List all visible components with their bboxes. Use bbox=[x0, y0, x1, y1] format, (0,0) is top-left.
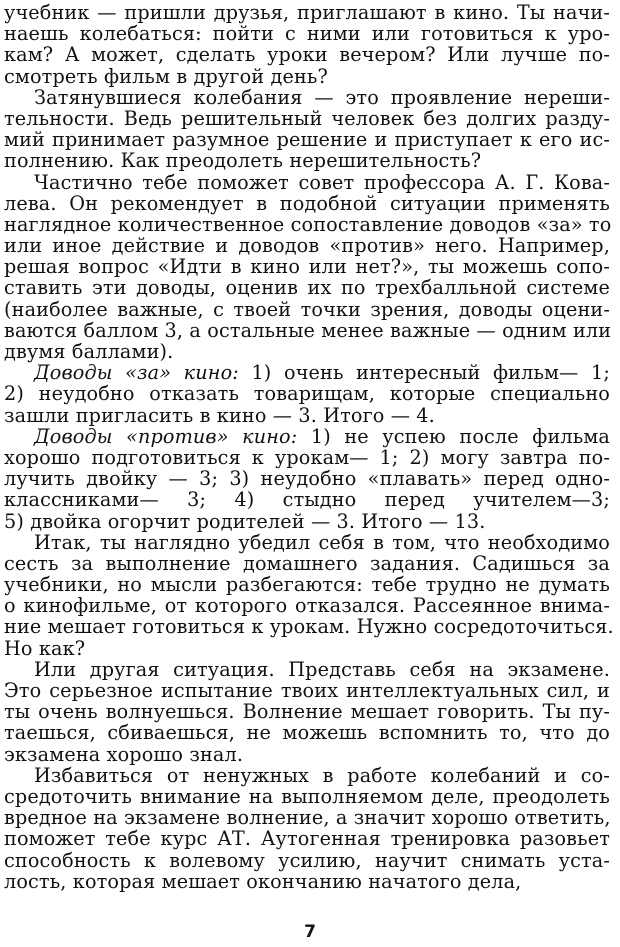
line-text: Но как? bbox=[4, 636, 86, 660]
line-text: лучить двойку — 3; 3) неудобно «плавать» перед одно- bbox=[4, 467, 610, 491]
line-text: хорошо подготовиться к урокам— 1; 2) могу завтра по- bbox=[4, 445, 610, 469]
text-line bbox=[4, 553, 610, 574]
text-line bbox=[4, 235, 610, 256]
line-text: (наиболее важные, с твоей точки зрения, доводы оцени- bbox=[4, 297, 610, 321]
text-line bbox=[4, 256, 610, 277]
line-text: средоточить внимание на выполняемом деле, преодолеть bbox=[4, 784, 610, 808]
text-line bbox=[4, 786, 610, 807]
text-line bbox=[4, 489, 610, 510]
line-text: учебники, но мысли разбегаются: тебе трудно не думать bbox=[4, 573, 610, 597]
line-text: 1) очень интересный фильм— 1; bbox=[238, 361, 610, 385]
line-text: тельности. Ведь решительный человек без долгих разду- bbox=[4, 106, 610, 130]
line-text: ставить эти доводы, оценив их по трехбалльной системе bbox=[4, 276, 610, 300]
line-text: двумя баллами). bbox=[4, 340, 174, 363]
text-line bbox=[4, 532, 610, 553]
text-line bbox=[4, 659, 610, 680]
text-line bbox=[4, 320, 610, 341]
line-text: ваются баллом 3, а остальные менее важные — одним или bbox=[4, 318, 612, 342]
text-line bbox=[4, 574, 610, 595]
line-text: 1) не успею после фильма bbox=[297, 424, 610, 448]
line-text: зашли пригласить в кино — 3. Итого — 4. bbox=[4, 403, 435, 427]
text-line bbox=[4, 511, 610, 532]
line-text: способность к волевому усилию, научит снимать уста- bbox=[4, 848, 610, 872]
line-text: классниками— 3; 4) стыдно перед учителем—3; bbox=[4, 488, 610, 512]
text-line bbox=[4, 87, 610, 108]
page-number: 7 bbox=[304, 922, 316, 942]
line-text: сесть за выполнение домашнего задания. Садишься за bbox=[4, 551, 610, 575]
text-line bbox=[4, 405, 610, 426]
text-line bbox=[4, 193, 610, 214]
line-text: экзамена хорошо знал. bbox=[4, 742, 244, 766]
line-text: Затянувшиеся колебания — это проявление нереши- bbox=[34, 85, 610, 109]
text-line bbox=[4, 701, 610, 722]
text-line bbox=[4, 744, 610, 765]
line-text: 5) двойка огорчит родителей — 3. Итого — 13. bbox=[4, 509, 486, 533]
text-line bbox=[4, 23, 610, 44]
line-text: лева. Он рекомендует в подобной ситуации применять bbox=[4, 191, 610, 215]
text-line bbox=[4, 172, 610, 193]
line-text: Частично тебе поможет совет профессора А. Г. Кова- bbox=[34, 170, 610, 194]
text-line bbox=[4, 383, 610, 404]
text-line bbox=[4, 66, 610, 87]
text-line bbox=[4, 341, 610, 362]
line-text: или иное действие и доводов «против» него. Например, bbox=[4, 234, 610, 258]
text-line bbox=[4, 828, 610, 849]
line-text: таешься, сбиваешься, не можешь вспомнить то, что до bbox=[4, 721, 610, 745]
line-text: лость, которая мешает окончанию начатого дела, bbox=[4, 869, 522, 893]
text-line bbox=[4, 214, 610, 235]
line-text: Это серьезное испытание твоих интеллектуальных сил, и bbox=[4, 679, 610, 702]
text-line bbox=[4, 871, 610, 892]
line-text: смотреть фильм в другой день? bbox=[4, 64, 328, 88]
line-text: учебник — пришли друзья, приглашают в кино. Ты начи- bbox=[4, 1, 610, 24]
text-line bbox=[4, 595, 610, 616]
line-text: Итак, ты наглядно убедил себя в том, что необходимо bbox=[34, 530, 610, 554]
text-line bbox=[4, 722, 610, 743]
line-text: ние мешает готовиться к урокам. Нужно сосредоточиться. bbox=[4, 615, 614, 639]
text-line bbox=[4, 468, 610, 489]
line-text: ты очень волнуешься. Волнение мешает говорить. Ты пу- bbox=[4, 700, 610, 724]
line-text: вредное на экзамене волнение, а значит хорошо ответить, bbox=[4, 806, 611, 830]
line-text: решая вопрос «Идти в кино или нет?», ты можешь сопо- bbox=[4, 255, 610, 279]
text-line bbox=[4, 426, 610, 447]
text-line bbox=[4, 299, 610, 320]
line-text: кам? А может, сделать уроки вечером? Или лучше по- bbox=[4, 43, 610, 67]
text-line bbox=[4, 765, 610, 786]
italic-lead: Доводы «за» кино: bbox=[34, 361, 239, 385]
text-line bbox=[4, 680, 610, 701]
text-line bbox=[4, 108, 610, 129]
line-text: полнению. Как преодолеть нерешительность? bbox=[4, 149, 482, 173]
line-text: наешь колебаться: пойти с ними или готовиться к уро- bbox=[4, 22, 610, 46]
text-line bbox=[4, 615, 614, 639]
text-line bbox=[4, 850, 610, 871]
text-line bbox=[4, 807, 610, 828]
text-line bbox=[4, 2, 610, 23]
text-line bbox=[4, 362, 610, 383]
text-line bbox=[4, 150, 610, 171]
line-text: мий принимает разумное решение и приступает к его ис- bbox=[4, 128, 610, 152]
line-text: поможет тебе курс АТ. Аутогенная тренировка разовьет bbox=[4, 827, 610, 851]
text-line bbox=[4, 447, 610, 468]
body-text bbox=[4, 1, 614, 893]
line-text: наглядное количественное сопоставление доводов «за» то bbox=[4, 212, 612, 236]
line-text: о кинофильме, от которого отказался. Рассеянное внима- bbox=[4, 594, 610, 618]
text-line bbox=[4, 129, 610, 150]
line-text: Или другая ситуация. Представь себя на экзамене. bbox=[34, 657, 610, 681]
text-line bbox=[4, 277, 610, 298]
text-line bbox=[4, 44, 610, 65]
italic-lead: Доводы «против» кино: bbox=[34, 424, 298, 448]
line-text: 2) неудобно отказать товарищам, которые специально bbox=[4, 382, 610, 406]
line-text: Избавиться от ненужных в работе колебаний и со- bbox=[34, 763, 610, 787]
text-line bbox=[4, 638, 610, 659]
